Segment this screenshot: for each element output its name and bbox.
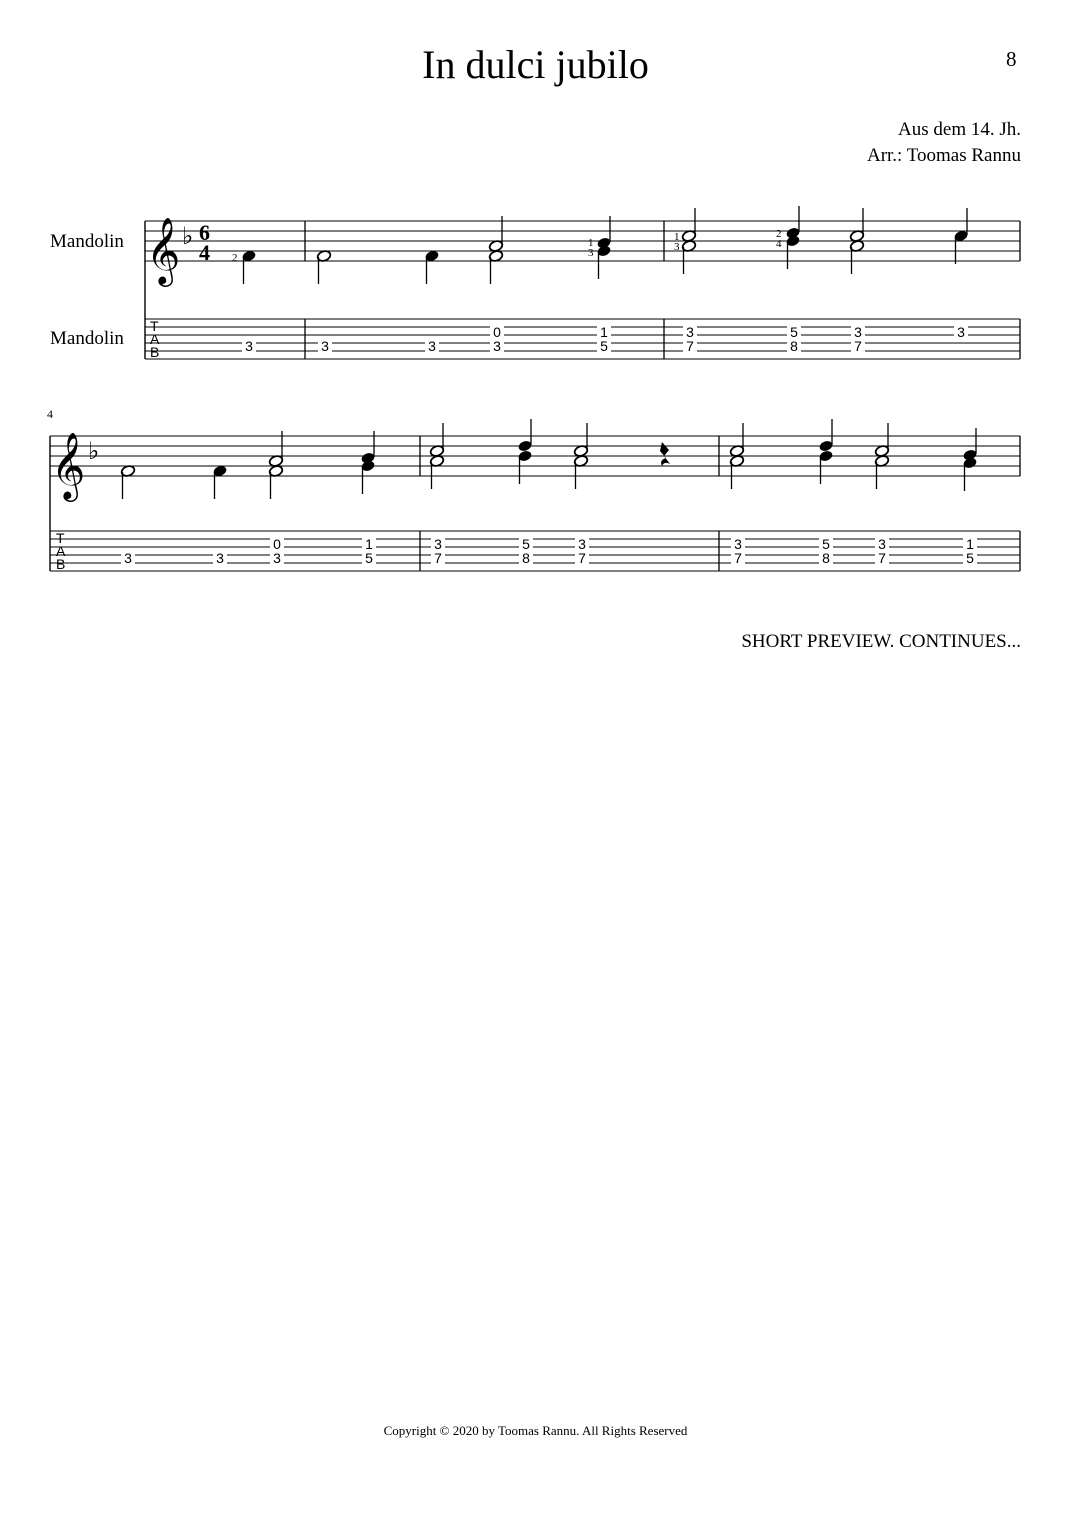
tab-number: 8 xyxy=(522,550,530,566)
tab-number: 7 xyxy=(434,550,442,566)
tab-number: 1 xyxy=(600,324,608,340)
tab-letter-t: T xyxy=(150,318,159,334)
tab-number: 7 xyxy=(854,338,862,354)
tab-number: 7 xyxy=(686,338,694,354)
preview-note: SHORT PREVIEW. CONTINUES... xyxy=(741,631,1021,652)
tab-number: 3 xyxy=(578,536,586,552)
tab-instrument-label: Mandolin xyxy=(50,328,124,349)
tab-numbers-1 xyxy=(242,324,968,354)
tab-numbers-2 xyxy=(121,536,977,566)
tab-number: 3 xyxy=(434,536,442,552)
tab-number: 8 xyxy=(790,338,798,354)
fingering: 2 xyxy=(776,228,782,240)
flat-icon: ♭ xyxy=(88,437,100,465)
score-systems xyxy=(0,0,1071,700)
tab-number: 3 xyxy=(957,324,965,340)
fingering: 1 xyxy=(674,231,680,243)
tab-number: 3 xyxy=(273,550,281,566)
tab-number: 3 xyxy=(878,536,886,552)
system-2 xyxy=(47,407,1020,572)
page-number: 8 xyxy=(1006,47,1017,71)
piece-title: In dulci jubilo xyxy=(422,42,649,87)
treble-clef-icon: 𝄞 xyxy=(146,216,181,284)
tab-number: 7 xyxy=(578,550,586,566)
fingerings xyxy=(232,228,782,264)
copyright: Copyright © 2020 by Toomas Rannu. All Rights Reserved xyxy=(383,1423,688,1438)
staff-lines xyxy=(50,436,1020,476)
fingering: 1 xyxy=(588,237,594,249)
measure-number: 4 xyxy=(47,407,53,421)
tab-number: 3 xyxy=(734,536,742,552)
tab-number: 1 xyxy=(966,536,974,552)
tab-letter-a: A xyxy=(56,543,66,559)
tab-letter-t: T xyxy=(56,530,65,546)
staff-instrument-label: Mandolin xyxy=(50,231,124,252)
tab-number: 5 xyxy=(822,536,830,552)
tab-letter-b: B xyxy=(56,556,66,572)
tab-letter-a: A xyxy=(150,331,160,347)
tab-lines xyxy=(145,319,1020,359)
tab-number: 0 xyxy=(273,536,281,552)
tab-number: 3 xyxy=(124,550,132,566)
fingering: 4 xyxy=(776,238,782,250)
arranger: Arr.: Toomas Rannu xyxy=(866,145,1021,166)
tab-number: 3 xyxy=(493,338,501,354)
time-signature-bottom: 4 xyxy=(199,240,210,265)
tab-number: 5 xyxy=(522,536,530,552)
tab-number: 1 xyxy=(365,536,373,552)
composer-origin: Aus dem 14. Jh. xyxy=(898,119,1021,140)
tab-number: 3 xyxy=(216,550,224,566)
tab-number: 3 xyxy=(428,338,436,354)
tab-number: 8 xyxy=(822,550,830,566)
fingering: 3 xyxy=(674,241,680,253)
tab-number: 3 xyxy=(854,324,862,340)
tab-number: 5 xyxy=(790,324,798,340)
staff-lines xyxy=(145,221,1020,261)
tab-lines xyxy=(50,531,1020,571)
tab-number: 7 xyxy=(734,550,742,566)
fingering: 3 xyxy=(588,247,594,259)
fingering: 2 xyxy=(232,252,238,264)
time-signature-top: 6 xyxy=(199,220,210,245)
system-1 xyxy=(145,206,1020,360)
notes-staff-1 xyxy=(241,206,968,284)
tab-letter-b: B xyxy=(150,344,160,360)
tab-number: 7 xyxy=(878,550,886,566)
treble-clef-icon: 𝄞 xyxy=(51,431,86,499)
barlines xyxy=(305,221,1020,359)
flat-icon: ♭ xyxy=(182,222,194,250)
tab-number: 5 xyxy=(600,338,608,354)
tab-number: 5 xyxy=(365,550,373,566)
tab-number: 3 xyxy=(245,338,253,354)
tab-number: 5 xyxy=(966,550,974,566)
tab-number: 3 xyxy=(321,338,329,354)
tab-number: 0 xyxy=(493,324,501,340)
notes-staff-2 xyxy=(120,419,977,499)
tab-number: 3 xyxy=(686,324,694,340)
